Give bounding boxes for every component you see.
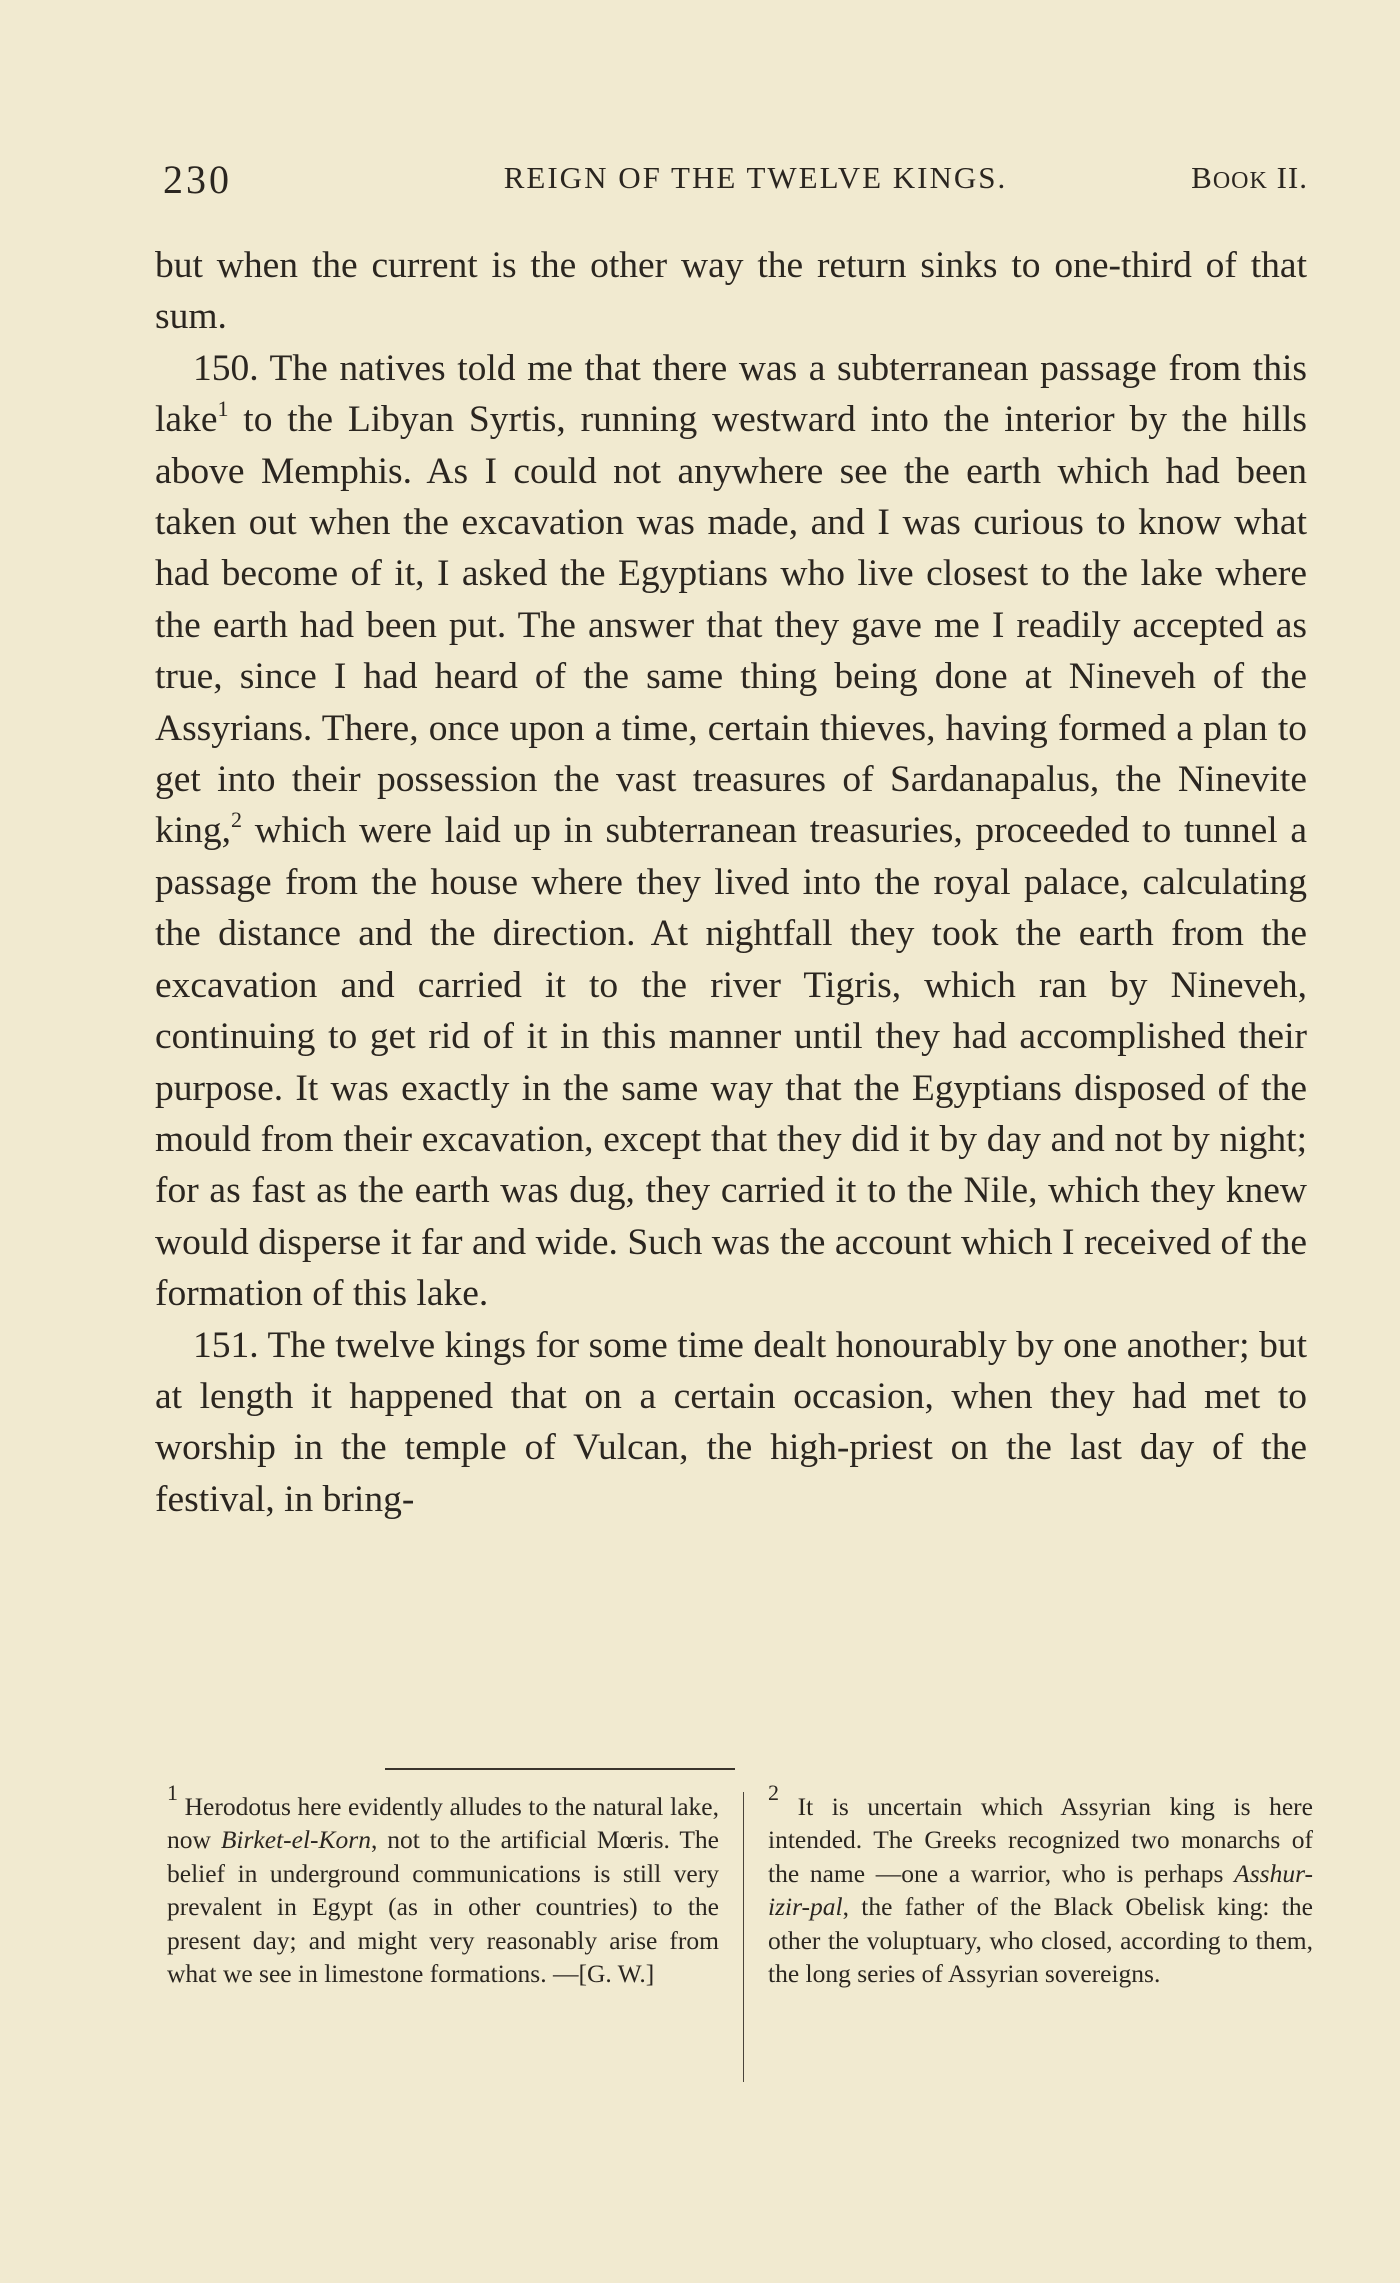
paragraph-150-part-c: which were laid up in subterranean treasuries, proceeded to tunnel a passage from the house where they lived into the royal palace, calculating the distance and the direction. At nightfall they took the earth from the excavation and carried it to the river Tigris, which ran by Nineveh, continuing to get rid of it in this manner until they had accomplished their purpose. It was exactly in the same way that the Egyptians disposed of the mould from their excavation, except that they did it by day and not by night; for as fast as the earth was dug, they carried it to the Nile, which they knew would disperse it far and wide. Such was the account which I received of the formation of this lake. [155, 810, 1307, 1315]
footnote-1 [167, 1780, 719, 1990]
footnote-2-italic: Asshur-izir-pal [768, 1858, 1313, 1922]
footnote-ref-2: 2 [231, 807, 243, 833]
footnote-ref-1: 1 [217, 396, 229, 422]
footnote-rule [385, 1768, 735, 1770]
footnote-2-mark: 2 [768, 1780, 779, 1805]
footnote-column-divider [743, 1792, 744, 2082]
book-label [1191, 160, 1308, 196]
footnote-2-text-b: , the father of the Black Obelisk king: the other the voluptuary, who closed, according to them, the long series of Assyrian sovereigns. [768, 1892, 1313, 1989]
footnote-1-italic: Birket-el-Korn [220, 1825, 371, 1855]
paragraph-150-part-b: to the Libyan Syrtis, running westward into the interior by the hills above Memphis. As I could not anywhere see the earth which had been taken out when the excavation was made, and I was curious to know what had become of it, I asked the Egyptians who live closest to the lake where the earth had been put. The answer that they gave me I readily accepted as true, since I had heard of the same thing being done at Nineveh of the Assyrians. There, once upon a time, certain thieves, having formed a plan to get into their possession the vast treasures of Sardanapalus, the Ninevite king, [155, 399, 1307, 852]
running-title: REIGN OF THE TWELVE KINGS. [503, 160, 1008, 195]
running-header [163, 152, 1308, 200]
paragraph-150 [155, 343, 1307, 1320]
footnote-1-mark: 1 [167, 1780, 178, 1805]
footnote-2-text-a: It is uncertain which Assyrian king is here intended. The Greeks recognized two monarchs of the name —one a warrior, who is perhaps [768, 1792, 1313, 1888]
book-label-initial: B [1191, 160, 1213, 195]
main-text [155, 240, 1307, 1525]
paragraph-continuation: but when the current is the other way the return sinks to one-third of that sum. [155, 245, 1307, 338]
paragraph-151: 151. The twelve kings for some time dealt honourably by one another; but at length it happened that on a certain occasion, when they had met to worship in the temple of Vulcan, the high-priest on the last day of the festival, in bring- [155, 1324, 1307, 1520]
book-label-smallcaps: OOK [1212, 168, 1268, 194]
page-number: 230 [163, 157, 232, 202]
footnote-1-text-b: , not to the artificial Mœris. The belief in underground communications is still very prevalent in Egypt (as in other countries) to the present day; and might very reasonably arise from what we see in limestone formations. —[G. W.] [167, 1825, 719, 1989]
footnote-2 [768, 1780, 1313, 1990]
book-number: II. [1276, 160, 1308, 195]
paragraph-150-part-a: 150. The natives told me that there was a subterranean passage from this lake [155, 347, 1307, 441]
footnote-1-text-a: Herodotus here evidently alludes to the natural lake, now [167, 1792, 719, 1855]
